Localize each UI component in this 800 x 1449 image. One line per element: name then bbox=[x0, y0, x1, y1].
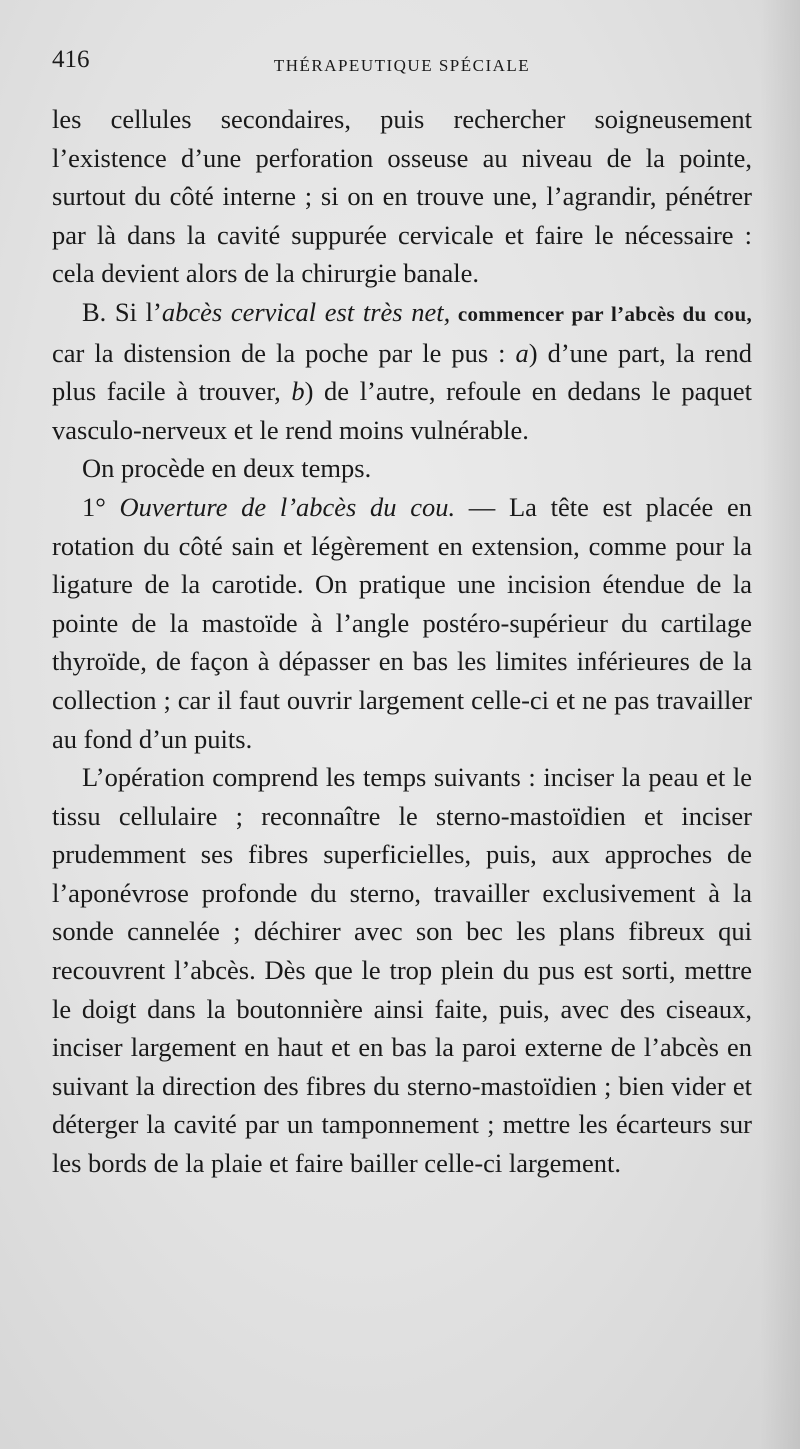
paragraph-2-text-c: ) de l’autre, refoule en dedans le paquet vasculo-nerveux et le rend moins vulnérable. bbox=[52, 376, 752, 445]
paragraph-2-label-b: b bbox=[291, 376, 305, 407]
paragraph-2-lead: B. Si l’ bbox=[82, 296, 162, 327]
paragraph-4-text: — La tête est placée en rotation du côté sain et légèrement en extension, comme pour la ligature de la carotide. On pratique une incision étendue de la pointe de la mastoïde à l’angle postéro-supérieur du cartilage thyroïde, de façon à dépasser en bas les limites inférieures de la collection ; car il faut ouvrir largement celle-ci et ne pas travailler au fond d’un puits. bbox=[52, 491, 752, 754]
body-text bbox=[52, 100, 752, 1183]
paragraph-2-italic: abcès cervical est très net, bbox=[161, 296, 451, 327]
paragraph-4 bbox=[52, 488, 752, 758]
paragraph-4-lead: 1° bbox=[82, 491, 120, 522]
paragraph-3: On procède en deux temps. bbox=[82, 453, 372, 484]
running-title: THÉRAPEUTIQUE SPÉCIALE bbox=[273, 56, 531, 75]
paragraph-1: les cellules secondaires, puis rechercher soigneusement l’existence d’une perforation osseuse au niveau de la pointe, surtout du côté interne ; si on en trouve une, l’agrandir, pénétrer par là dans la cavité suppurée cervicale et faire le nécessaire : cela devient alors de la chirurgie banale. bbox=[52, 104, 752, 289]
paragraph-2-label-a: a bbox=[515, 337, 529, 368]
paragraph-2-text-b: ) d’une part, la rend plus facile à trouver, bbox=[52, 337, 752, 407]
paragraph-5: L’opération comprend les temps suivants : inciser la peau et le tissu cellulaire ; reconnaître le sterno-mastoïdien et inciser prudemment ses fibres superficielles, puis, aux approches de l’aponévrose profonde du sterno, travailler exclusivement à la sonde cannelée ; déchirer avec son bec les plans fibreux qui recouvrent l’abcès. Dès que le trop plein du pus est sorti, mettre le doigt dans la boutonnière ainsi faite, puis, avec des ciseaux, inciser largement en haut et en bas la paroi externe de l’abcès en suivant la direction des fibres du sterno-mastoïdien ; bien vider et déterger la cavité par un tamponnement ; mettre les écarteurs sur les bords de la plaie et faire bailler celle-ci largement. bbox=[52, 762, 752, 1179]
paragraph-2-text-a: car la distension de la poche par le pus : bbox=[52, 337, 516, 368]
page-number: 416 bbox=[52, 46, 90, 73]
paragraph-4-italic: Ouverture de l’abcès du cou. bbox=[119, 491, 456, 522]
page-header bbox=[52, 46, 752, 86]
paragraph-2 bbox=[52, 293, 752, 449]
paragraph-2-bold: commencer par l’abcès du cou, bbox=[450, 301, 752, 326]
page-edge-shadow bbox=[760, 0, 800, 1449]
